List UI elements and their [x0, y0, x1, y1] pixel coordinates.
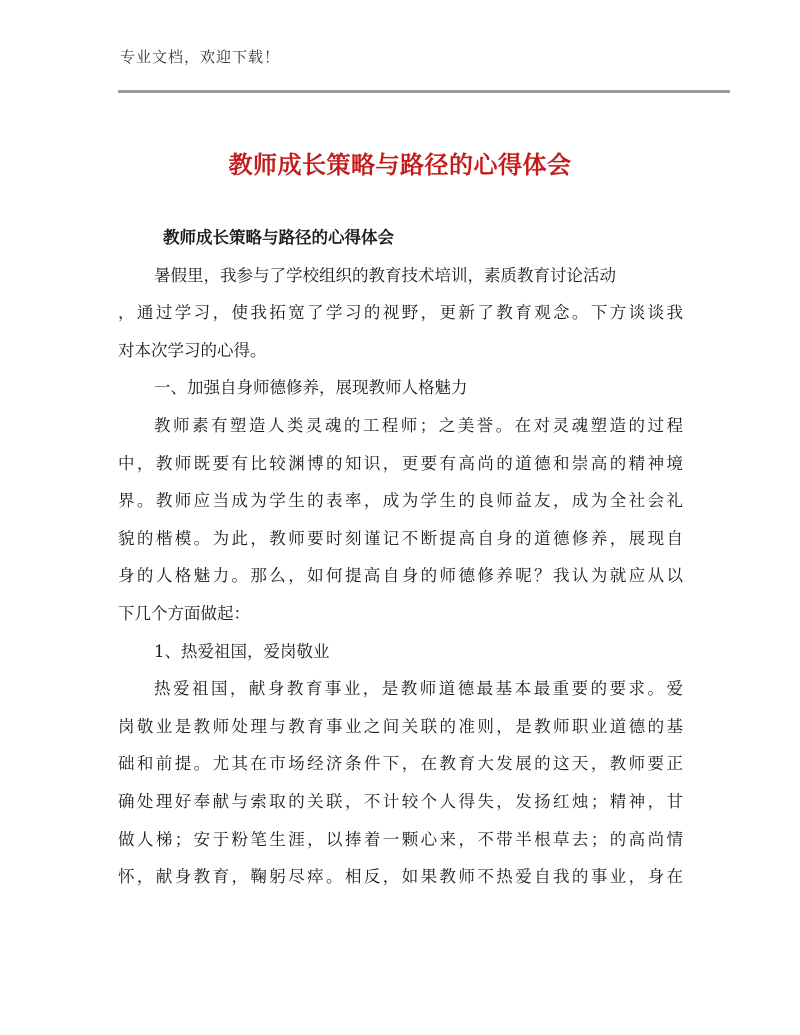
- paragraph-line: 下几个方面做起：: [118, 603, 250, 623]
- paragraph-line: 确处理好奉献与索取的关联，不计较个人得失，发扬红烛；精神，甘: [118, 791, 683, 811]
- subsection-heading: 1、热爱祖国，爱岗敬业: [154, 641, 330, 661]
- header-note: 专业文档，欢迎下载！: [120, 48, 281, 66]
- paragraph-line: 做人梯；安于粉笔生涯，以捧着一颗心来，不带半根草去；的高尚情: [118, 829, 683, 849]
- paragraph-line: 暑假里，我参与了学校组织的教育技术培训，素质教育讨论活动: [154, 265, 616, 285]
- document-subtitle: 教师成长策略与路径的心得体会: [163, 228, 394, 247]
- header-divider: [118, 90, 730, 93]
- paragraph-line: 身的人格魅力。那么，如何提高自身的师德修养呢？我认为就应从以: [118, 566, 683, 586]
- paragraph-line: 对本次学习的心得。: [118, 340, 267, 360]
- paragraph-line: 界。教师应当成为学生的表率，成为学生的良师益友，成为全社会礼: [118, 491, 683, 511]
- paragraph-line: 中，教师既要有比较渊博的知识，更要有高尚的道德和崇高的精神境: [118, 453, 683, 473]
- paragraph-line: 怀，献身教育，鞠躬尽瘁。相反，如果教师不热爱自我的事业，身在: [118, 867, 683, 887]
- document-body: [118, 219, 683, 896]
- paragraph-line: ，通过学习，使我拓宽了学习的视野，更新了教育观念。下方谈谈我: [118, 303, 683, 323]
- document-title: 教师成长策略与路径的心得体会: [228, 151, 572, 179]
- paragraph-line: 教师素有塑造人类灵魂的工程师；之美誉。在对灵魂塑造的过程: [154, 415, 683, 435]
- paragraph-line: 貌的楷模。为此，教师要时刻谨记不断提高自身的道德修养，展现自: [118, 528, 683, 548]
- paragraph-line: 热爱祖国，献身教育事业，是教师道德最基本最重要的要求。爱: [154, 679, 683, 699]
- paragraph-line: 础和前提。尤其在市场经济条件下，在教育大发展的这天，教师要正: [118, 754, 683, 774]
- paragraph-line: 岗敬业是教师处理与教育事业之间关联的准则，是教师职业道德的基: [118, 716, 683, 736]
- section-heading: 一、加强自身师德修养，展现教师人格魅力: [154, 378, 468, 398]
